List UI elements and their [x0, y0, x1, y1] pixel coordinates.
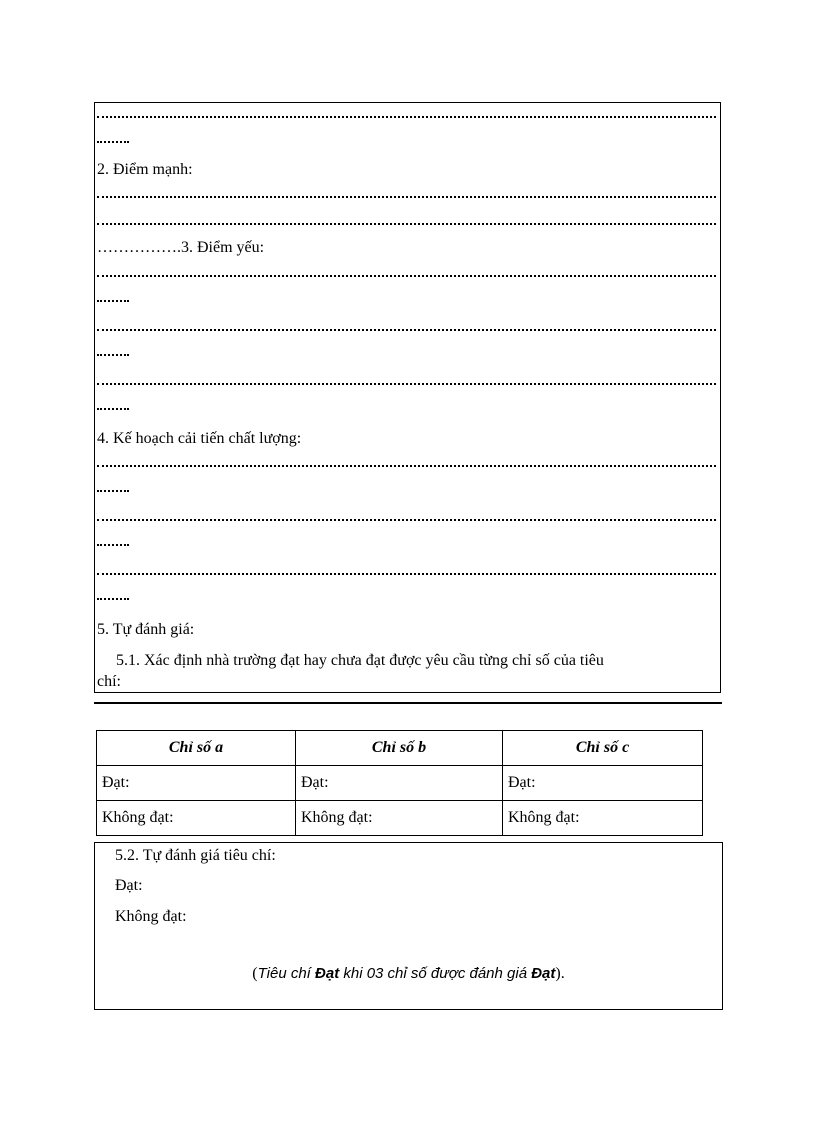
dat-cell-b[interactable]: Đạt:: [296, 766, 503, 801]
note-close-paren: ).: [555, 965, 565, 982]
criteria-note: [95, 965, 722, 983]
criteria-khong-dat-field[interactable]: Không đạt:: [115, 908, 187, 925]
dotted-fill-line[interactable]: [97, 221, 716, 225]
dat-cell-c[interactable]: Đạt:: [503, 766, 703, 801]
khong-dat-cell-b[interactable]: Không đạt:: [296, 801, 503, 836]
header-index-b: Chỉ số b: [296, 731, 503, 766]
criteria-question: 5.1. Xác định nhà trường đạt hay chưa đạt được yêu cầu từng chỉ số của tiêu: [116, 652, 604, 669]
khong-dat-cell-c[interactable]: Không đạt:: [503, 801, 703, 836]
section-divider: [94, 702, 722, 704]
dotted-fill-line[interactable]: [97, 381, 716, 385]
dotted-fill-short: [97, 300, 129, 302]
khong-dat-cell-a[interactable]: Không đạt:: [97, 801, 296, 836]
dotted-fill-line[interactable]: [97, 327, 716, 331]
dotted-fill-line[interactable]: [97, 517, 716, 521]
self-assessment-box: [94, 102, 721, 693]
criteria-eval-heading: 5.2. Tự đánh giá tiêu chí:: [115, 847, 276, 864]
dotted-fill-line[interactable]: [97, 273, 716, 277]
index-table: [96, 730, 703, 836]
note-open-paren: (: [252, 965, 258, 982]
self-evaluation-heading: 5. Tự đánh giá:: [97, 621, 195, 638]
weaknesses-heading: [97, 239, 264, 257]
improvement-plan-heading: 4. Kế hoạch cải tiến chất lượng:: [97, 430, 302, 447]
criteria-evaluation-box: [94, 842, 723, 1010]
note-pre: Tiêu chí: [257, 965, 316, 982]
note-bold-dat: Đạt: [315, 965, 340, 982]
dat-cell-a[interactable]: Đạt:: [97, 766, 296, 801]
header-index-a: Chỉ số a: [97, 731, 296, 766]
dotted-fill-line[interactable]: [97, 114, 716, 118]
header-index-c: Chỉ số c: [503, 731, 703, 766]
dotted-fill-line[interactable]: [97, 463, 716, 467]
dotted-fill-short: [97, 354, 129, 356]
dotted-fill-short: [97, 544, 129, 546]
table-row: [97, 766, 703, 801]
table-header-row: [97, 731, 703, 766]
dotted-leader: ……………: [97, 239, 177, 256]
note-mid: khi 03 chỉ số được đánh giá: [339, 965, 532, 982]
strengths-heading: 2. Điểm mạnh:: [97, 161, 193, 178]
dotted-fill-short: [97, 408, 129, 410]
dotted-fill-line[interactable]: [97, 571, 716, 575]
note-bold-dat-2: Đạt: [531, 965, 556, 982]
table-row: [97, 801, 703, 836]
criteria-question-cont: chí:: [97, 673, 121, 690]
dotted-fill-short: [97, 490, 129, 492]
dotted-fill-line[interactable]: [97, 194, 716, 198]
weaknesses-label: .3. Điểm yếu:: [177, 239, 265, 256]
dotted-fill-short: [97, 598, 129, 600]
dotted-fill-short: [97, 141, 129, 143]
criteria-dat-field[interactable]: Đạt:: [115, 877, 143, 894]
